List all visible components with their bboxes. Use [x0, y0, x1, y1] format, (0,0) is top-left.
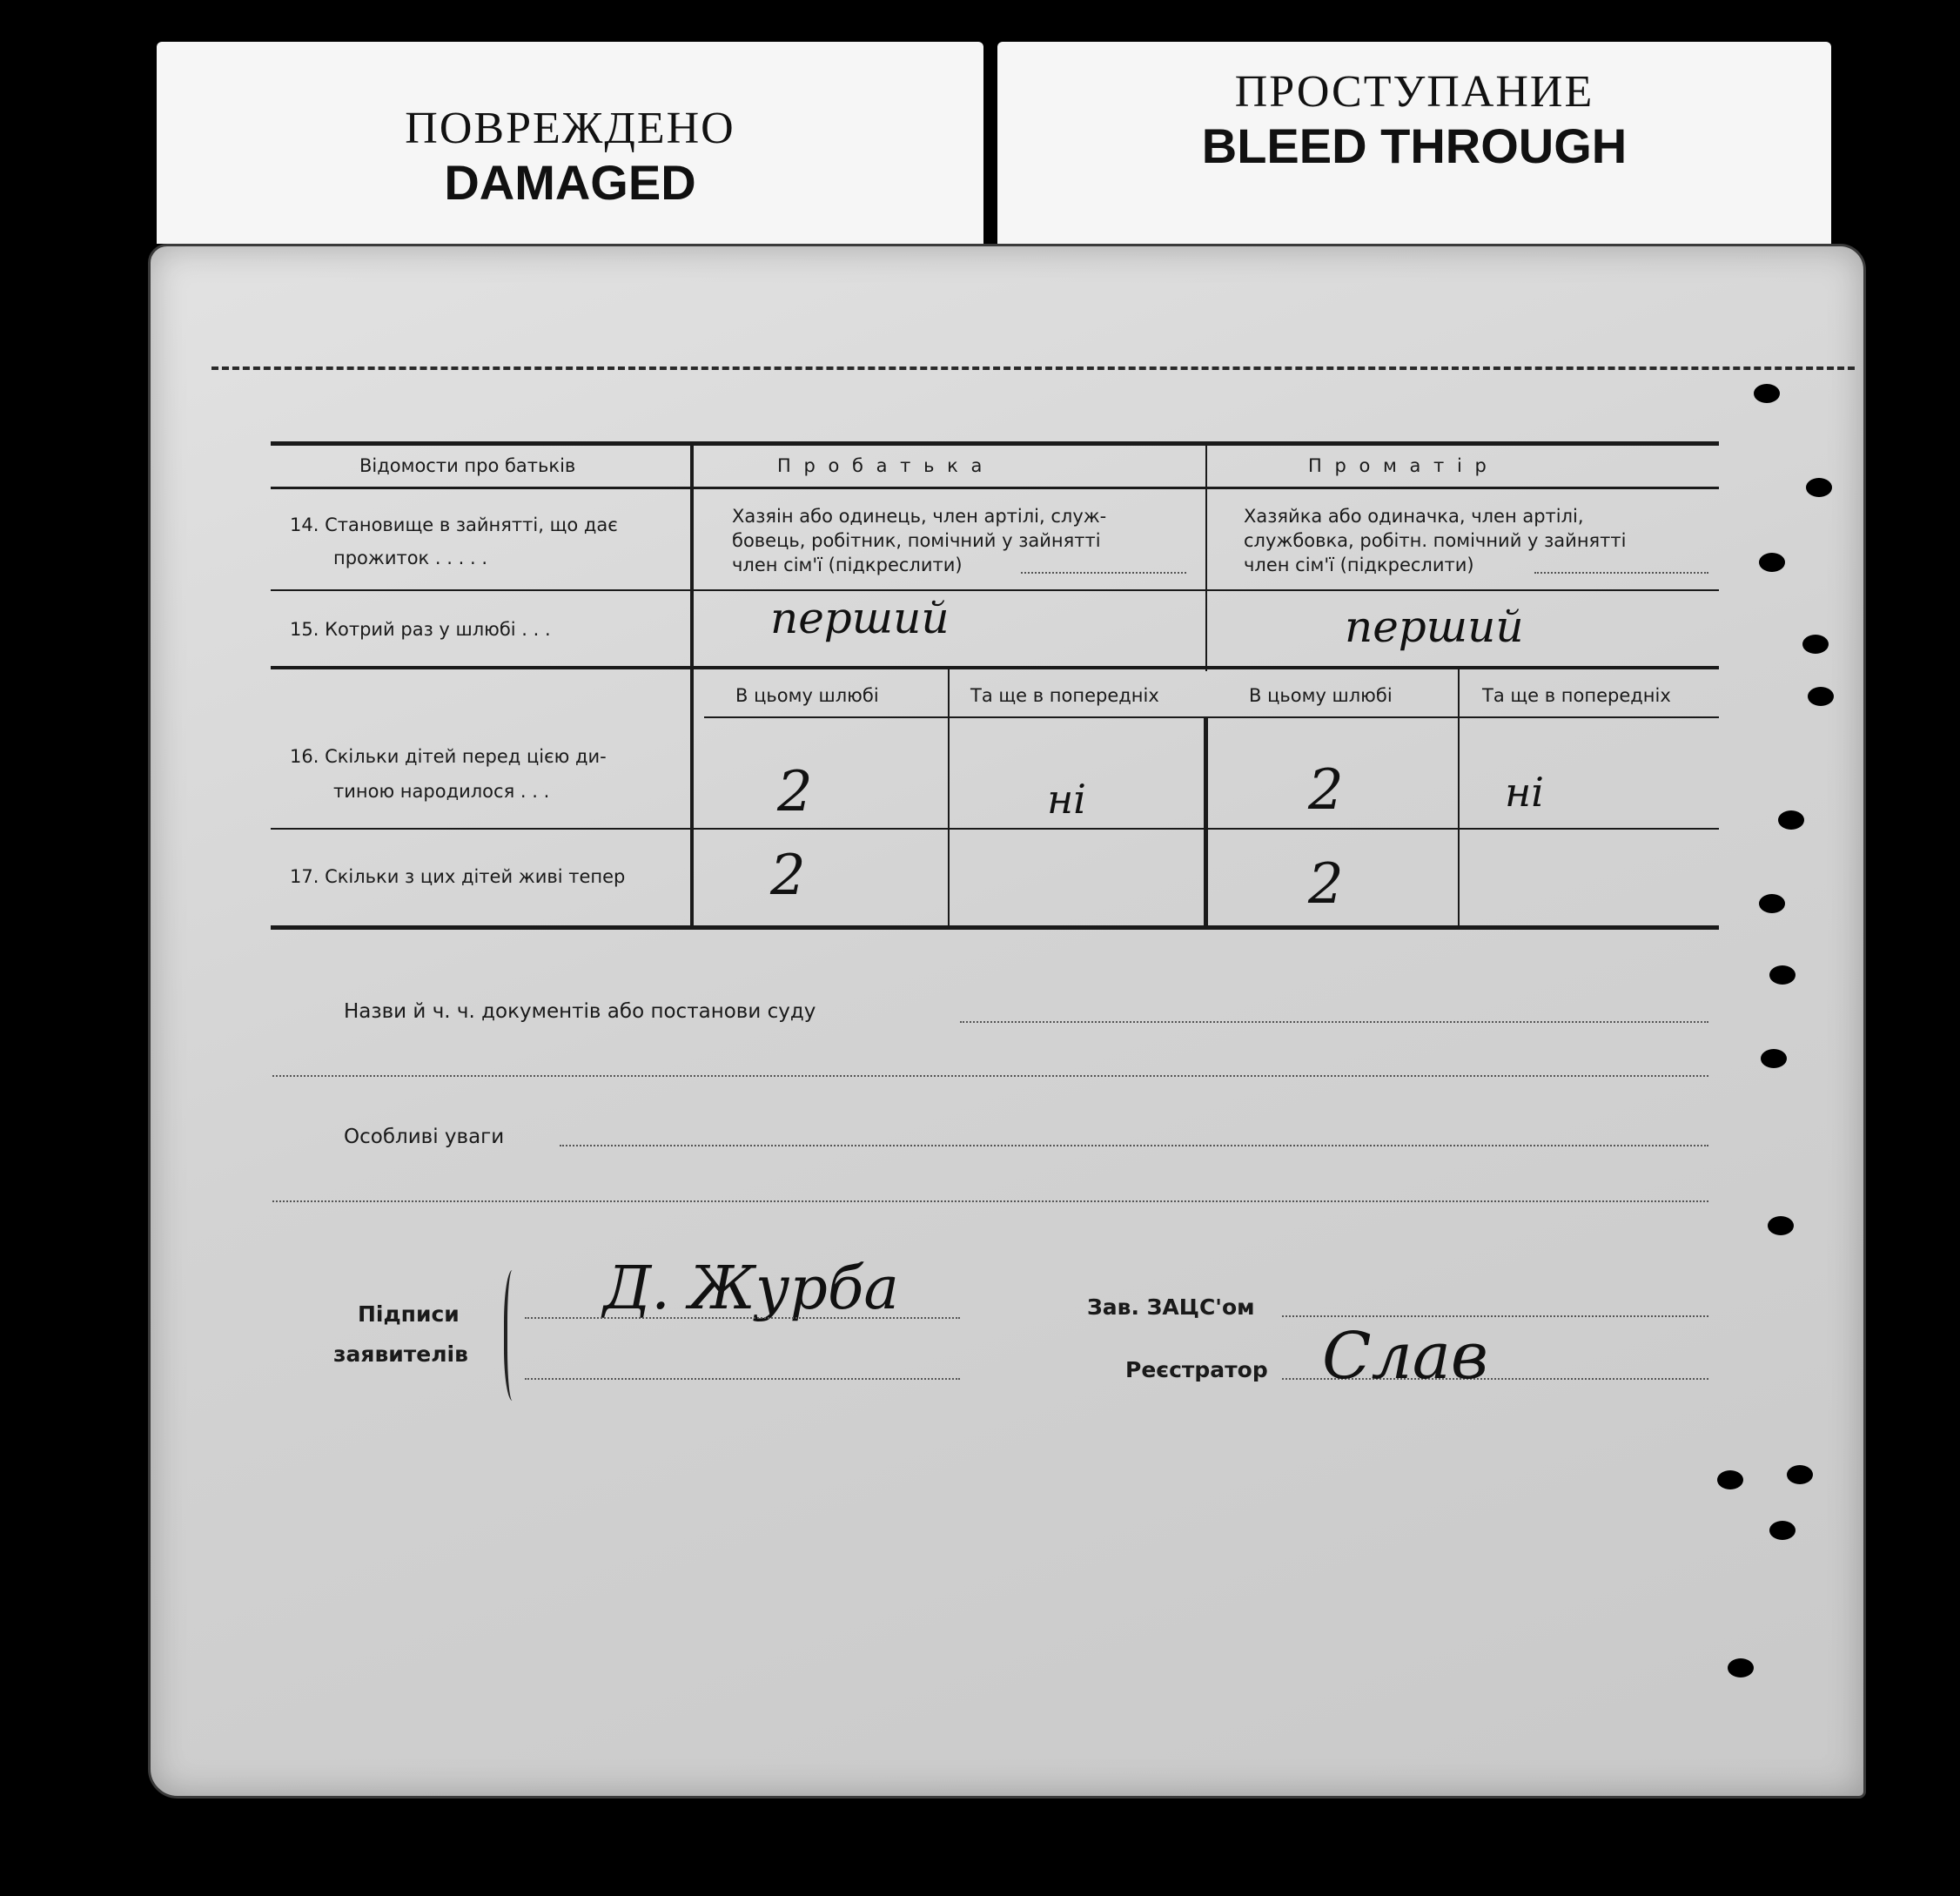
- header-mother: П р о м а т і р: [1308, 455, 1490, 476]
- bleed-through-tag-ru: ПРОСТУПАНИЕ: [1234, 67, 1594, 117]
- head-label: Зав. ЗАЦС'ом: [1087, 1294, 1255, 1320]
- punch-hole: [1769, 965, 1796, 985]
- applicant-dots-2: [525, 1378, 960, 1380]
- row15-father-value: перший: [770, 593, 950, 643]
- punch-hole: [1769, 1521, 1796, 1540]
- documents-label: Назви й ч. ч. документів або постанови суду: [344, 1000, 816, 1023]
- subheader-father-this: В цьому шлюбі: [735, 685, 879, 706]
- header-father: П р о б а т ь к а: [777, 455, 986, 476]
- row14-mother-line3: член сім'ї (підкреслити): [1244, 555, 1474, 575]
- row16-label-line2: тиною народилося . . .: [333, 781, 550, 802]
- subheader-father-previous: Та ще в попередніх: [970, 685, 1159, 706]
- row17-father-this: 2: [770, 844, 806, 908]
- applicant-signature: Д. Журба: [603, 1254, 899, 1323]
- row16-mother-previous: ні: [1505, 769, 1545, 816]
- punch-hole: [1759, 553, 1785, 572]
- row17-label: 17. Скільки з цих дітей живі тепер: [290, 866, 626, 887]
- punch-hole: [1759, 894, 1785, 913]
- punch-hole: [1754, 384, 1780, 403]
- punch-hole: [1761, 1049, 1787, 1068]
- documents-dots-2: [272, 1075, 1708, 1077]
- damaged-tag: [157, 42, 983, 244]
- punch-hole: [1808, 687, 1834, 706]
- col-divider-label: [690, 445, 694, 927]
- row14-mother-line2: службовка, робітн. помічний у зайнятті: [1244, 530, 1627, 551]
- col-divider-father-mother: [1205, 445, 1207, 671]
- remarks-dots-2: [272, 1200, 1708, 1202]
- table-top-rule: [271, 441, 1719, 446]
- punch-hole: [1768, 1216, 1794, 1235]
- subheader-rule: [704, 716, 1719, 718]
- documents-dots-1: [960, 1021, 1708, 1023]
- signatures-label-line1: Підписи: [358, 1301, 460, 1327]
- row16-rule: [271, 828, 1719, 830]
- row14-label-line1: 14. Становище в зайнятті, що дає: [290, 514, 618, 535]
- row16-father-previous: ні: [1047, 776, 1087, 823]
- row14-mother-line1: Хазяйка або одиначка, член артілі,: [1244, 506, 1584, 527]
- remarks-dots-1: [560, 1145, 1708, 1146]
- row15-label: 15. Котрий раз у шлюбі . . .: [290, 619, 551, 640]
- col-divider-father-mother-lower: [1204, 716, 1208, 927]
- bleed-through-tag-en: BLEED THROUGH: [1201, 118, 1628, 173]
- registrar-label: Реєстратор: [1125, 1357, 1268, 1382]
- col-divider-father-sub: [948, 669, 950, 927]
- table-header-rule: [271, 487, 1719, 489]
- subheader-mother-this: В цьому шлюбі: [1249, 685, 1393, 706]
- signatures-label-line2: заявителів: [333, 1341, 468, 1367]
- row14-father-dots: [1021, 572, 1186, 574]
- punch-hole: [1728, 1658, 1754, 1677]
- row16-label-line1: 16. Скільки дітей перед цією ди-: [290, 746, 607, 767]
- form-page: [148, 244, 1866, 1799]
- row14-mother-dots: [1534, 572, 1708, 574]
- row14-father-line3: член сім'ї (підкреслити): [732, 555, 963, 575]
- row14-father-line2: бовець, робітник, помічний у зайнятті: [732, 530, 1101, 551]
- punch-hole: [1778, 810, 1804, 830]
- damaged-tag-ru: ПОВРЕЖДЕНО: [405, 104, 735, 153]
- subheader-mother-previous: Та ще в попередніх: [1482, 685, 1671, 706]
- row17-mother-this: 2: [1308, 852, 1344, 917]
- row14-father-line1: Хазяін або одинець, член артілі, служ-: [732, 506, 1107, 527]
- table-bottom-rule: [271, 925, 1719, 930]
- punch-hole: [1787, 1465, 1813, 1484]
- row16-father-this: 2: [777, 760, 813, 824]
- remarks-label: Особливі уваги: [344, 1126, 505, 1148]
- signatures-brace: [504, 1270, 525, 1401]
- punch-hole: [1802, 635, 1829, 654]
- header-parents-info: Відомости про батьків: [359, 455, 576, 476]
- punch-hole: [1717, 1470, 1743, 1489]
- punch-hole: [1806, 478, 1832, 497]
- head-dots: [1282, 1315, 1708, 1317]
- registrar-signature: Слав: [1322, 1319, 1488, 1394]
- damaged-tag-en: DAMAGED: [444, 155, 696, 210]
- row16-mother-this: 2: [1308, 758, 1344, 823]
- applicant-dots-1: [525, 1317, 960, 1319]
- row14-rule: [271, 589, 1719, 591]
- col-divider-mother-sub: [1458, 669, 1460, 927]
- bleed-through-tag: [997, 42, 1831, 244]
- perforation-line: [211, 366, 1855, 370]
- row15-mother-value: перший: [1345, 602, 1524, 652]
- row15-rule: [271, 666, 1719, 669]
- row14-label-line2: прожиток . . . . .: [333, 548, 487, 568]
